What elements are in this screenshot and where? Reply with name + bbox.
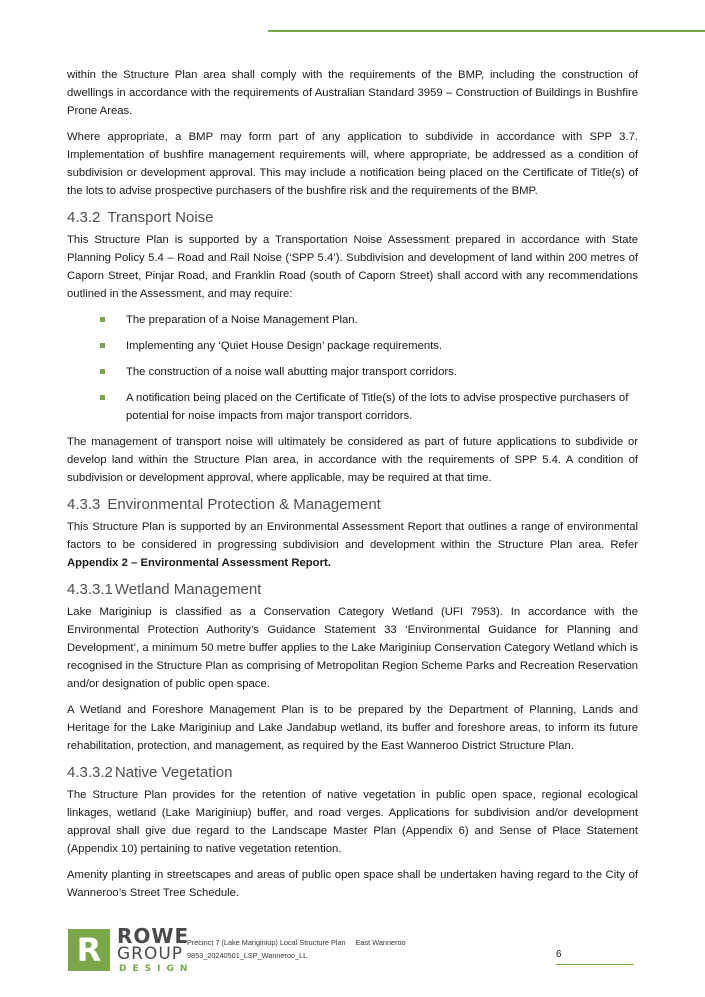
paragraph: Lake Mariginiup is classified as a Conservation Category Wetland (UFI 7953). In accordance with the Environmental Protection Authority’s Guidance Statement 33 ‘Environmental Guidance for Planning and Development’, a minimum 50 metre buffer applies to the Lake Mariginiup Conservation Category Wetland which is recognised in the Structure Plan as comprising of Metropolitan Region Scheme Parks and Recreation Reservation and/or designation of public open space. bbox=[67, 606, 638, 690]
logo-wordmark-group: GROUP bbox=[117, 944, 184, 964]
section-title: Wetland Management bbox=[114, 581, 262, 598]
paragraph: within the Structure Plan area shall comply with the requirements of the BMP, including the construction of dwellings in accordance with the requirements of Australian Standard 3959 – Construction of Buildings in Bushfire Prone Areas. bbox=[67, 69, 638, 117]
square-bullet-icon bbox=[100, 343, 105, 348]
paragraph: This Structure Plan is supported by a Transportation Noise Assessment prepared in accordance with State Planning Policy 5.4 – Road and Rail Noise (‘SPP 5.4’). Subdivision and development of land within 200 metres of Caporn Street, Pinjar Road, and Franklin Road (south of Caporn Street) shall accord with any recommendations outlined in the Assessment, and may require: bbox=[67, 234, 638, 300]
footer-location: East Wanneroo bbox=[355, 938, 406, 947]
section-heading-4-3-3-1 bbox=[67, 580, 638, 600]
appendix-reference: Appendix 2 – Environmental Assessment Report. bbox=[67, 557, 331, 569]
page-number: 6 bbox=[556, 949, 562, 960]
square-bullet-icon bbox=[100, 369, 105, 374]
footer-doc-title: Precinct 7 (Lake Mariginiup) Local Structure Plan East Wanneroo bbox=[187, 938, 406, 947]
section-heading-4-3-3 bbox=[67, 495, 638, 515]
rowe-logo-icon bbox=[68, 929, 110, 971]
square-bullet-icon bbox=[100, 395, 105, 400]
section-heading-4-3-2 bbox=[67, 208, 638, 228]
section-number: 4.3.3 bbox=[67, 496, 101, 513]
paragraph: This Structure Plan is supported by an Environmental Assessment Report that outlines a range of environmental factors to be considered in progressing subdivision and development within the Structure Plan area. Refer Appendix 2 – Environmental Assessment Report. bbox=[67, 521, 638, 569]
footer-doc-ref: 9853_20240501_LSP_Wanneroo_LL bbox=[187, 951, 308, 960]
section-number: 4.3.3.2 bbox=[67, 764, 113, 781]
paragraph: The management of transport noise will ultimately be considered as part of future applications to subdivide or develop land within the Structure Plan area, in accordance with the requirements of SPP 5.4. A condition of subdivision or development approval, where applicable, may be required at that time. bbox=[67, 436, 638, 484]
list-item: The preparation of a Noise Management Plan. bbox=[100, 311, 638, 329]
section-number: 4.3.3.1 bbox=[67, 581, 113, 598]
square-bullet-icon bbox=[100, 317, 105, 322]
list-item: Implementing any ‘Quiet House Design’ package requirements. bbox=[100, 337, 638, 355]
section-title: Transport Noise bbox=[107, 209, 214, 226]
section-heading-4-3-3-2 bbox=[67, 763, 638, 783]
page-number-rule bbox=[556, 964, 634, 965]
bullet-list bbox=[100, 311, 638, 425]
section-title: Environmental Protection & Management bbox=[107, 496, 381, 513]
logo-wordmark-rowe: ROWE bbox=[117, 924, 190, 948]
list-item: The construction of a noise wall abutting major transport corridors. bbox=[100, 363, 638, 381]
document-body bbox=[67, 66, 638, 910]
section-number: 4.3.2 bbox=[67, 209, 101, 226]
list-item: A notification being placed on the Certificate of Title(s) of the lots to advise prospective purchasers of potential for noise impacts from major transport corridors. bbox=[100, 389, 638, 425]
logo-wordmark-design: DESIGN bbox=[119, 964, 194, 974]
paragraph: The Structure Plan provides for the retention of native vegetation in public open space, regional ecological linkages, wetland (Lake Mariginiup) buffer, and road verges. Applications for subdivision and/or development approval shall give due regard to the Landscape Master Plan (Appendix 6) and Sense of Place Statement (Appendix 10) pertaining to native vegetation retention. bbox=[67, 789, 638, 855]
paragraph: Amenity planting in streetscapes and areas of public open space shall be undertaken having regard to the City of Wanneroo’s Street Tree Schedule. bbox=[67, 869, 638, 899]
page-footer bbox=[0, 925, 705, 997]
paragraph: Where appropriate, a BMP may form part of any application to subdivide in accordance with SPP 3.7. Implementation of bushfire management requirements will, where appropriate, be addressed as a condition of subdivision or development approval. This may include a notification being placed on the Certificate of Title(s) of the lots to advise prospective purchasers of the bushfire risk and the requirements of the BMP. bbox=[67, 131, 638, 197]
section-title: Native Vegetation bbox=[114, 764, 233, 781]
logo-letter: R bbox=[76, 931, 102, 969]
header-rule bbox=[268, 30, 705, 32]
paragraph: A Wetland and Foreshore Management Plan is to be prepared by the Department of Planning, Lands and Heritage for the Lake Mariginiup and Lake Jandabup wetland, its buffer and foreshore areas, to inform its future rehabilitation, protection, and management, as required by the East Wanneroo District Structure Plan. bbox=[67, 704, 638, 752]
